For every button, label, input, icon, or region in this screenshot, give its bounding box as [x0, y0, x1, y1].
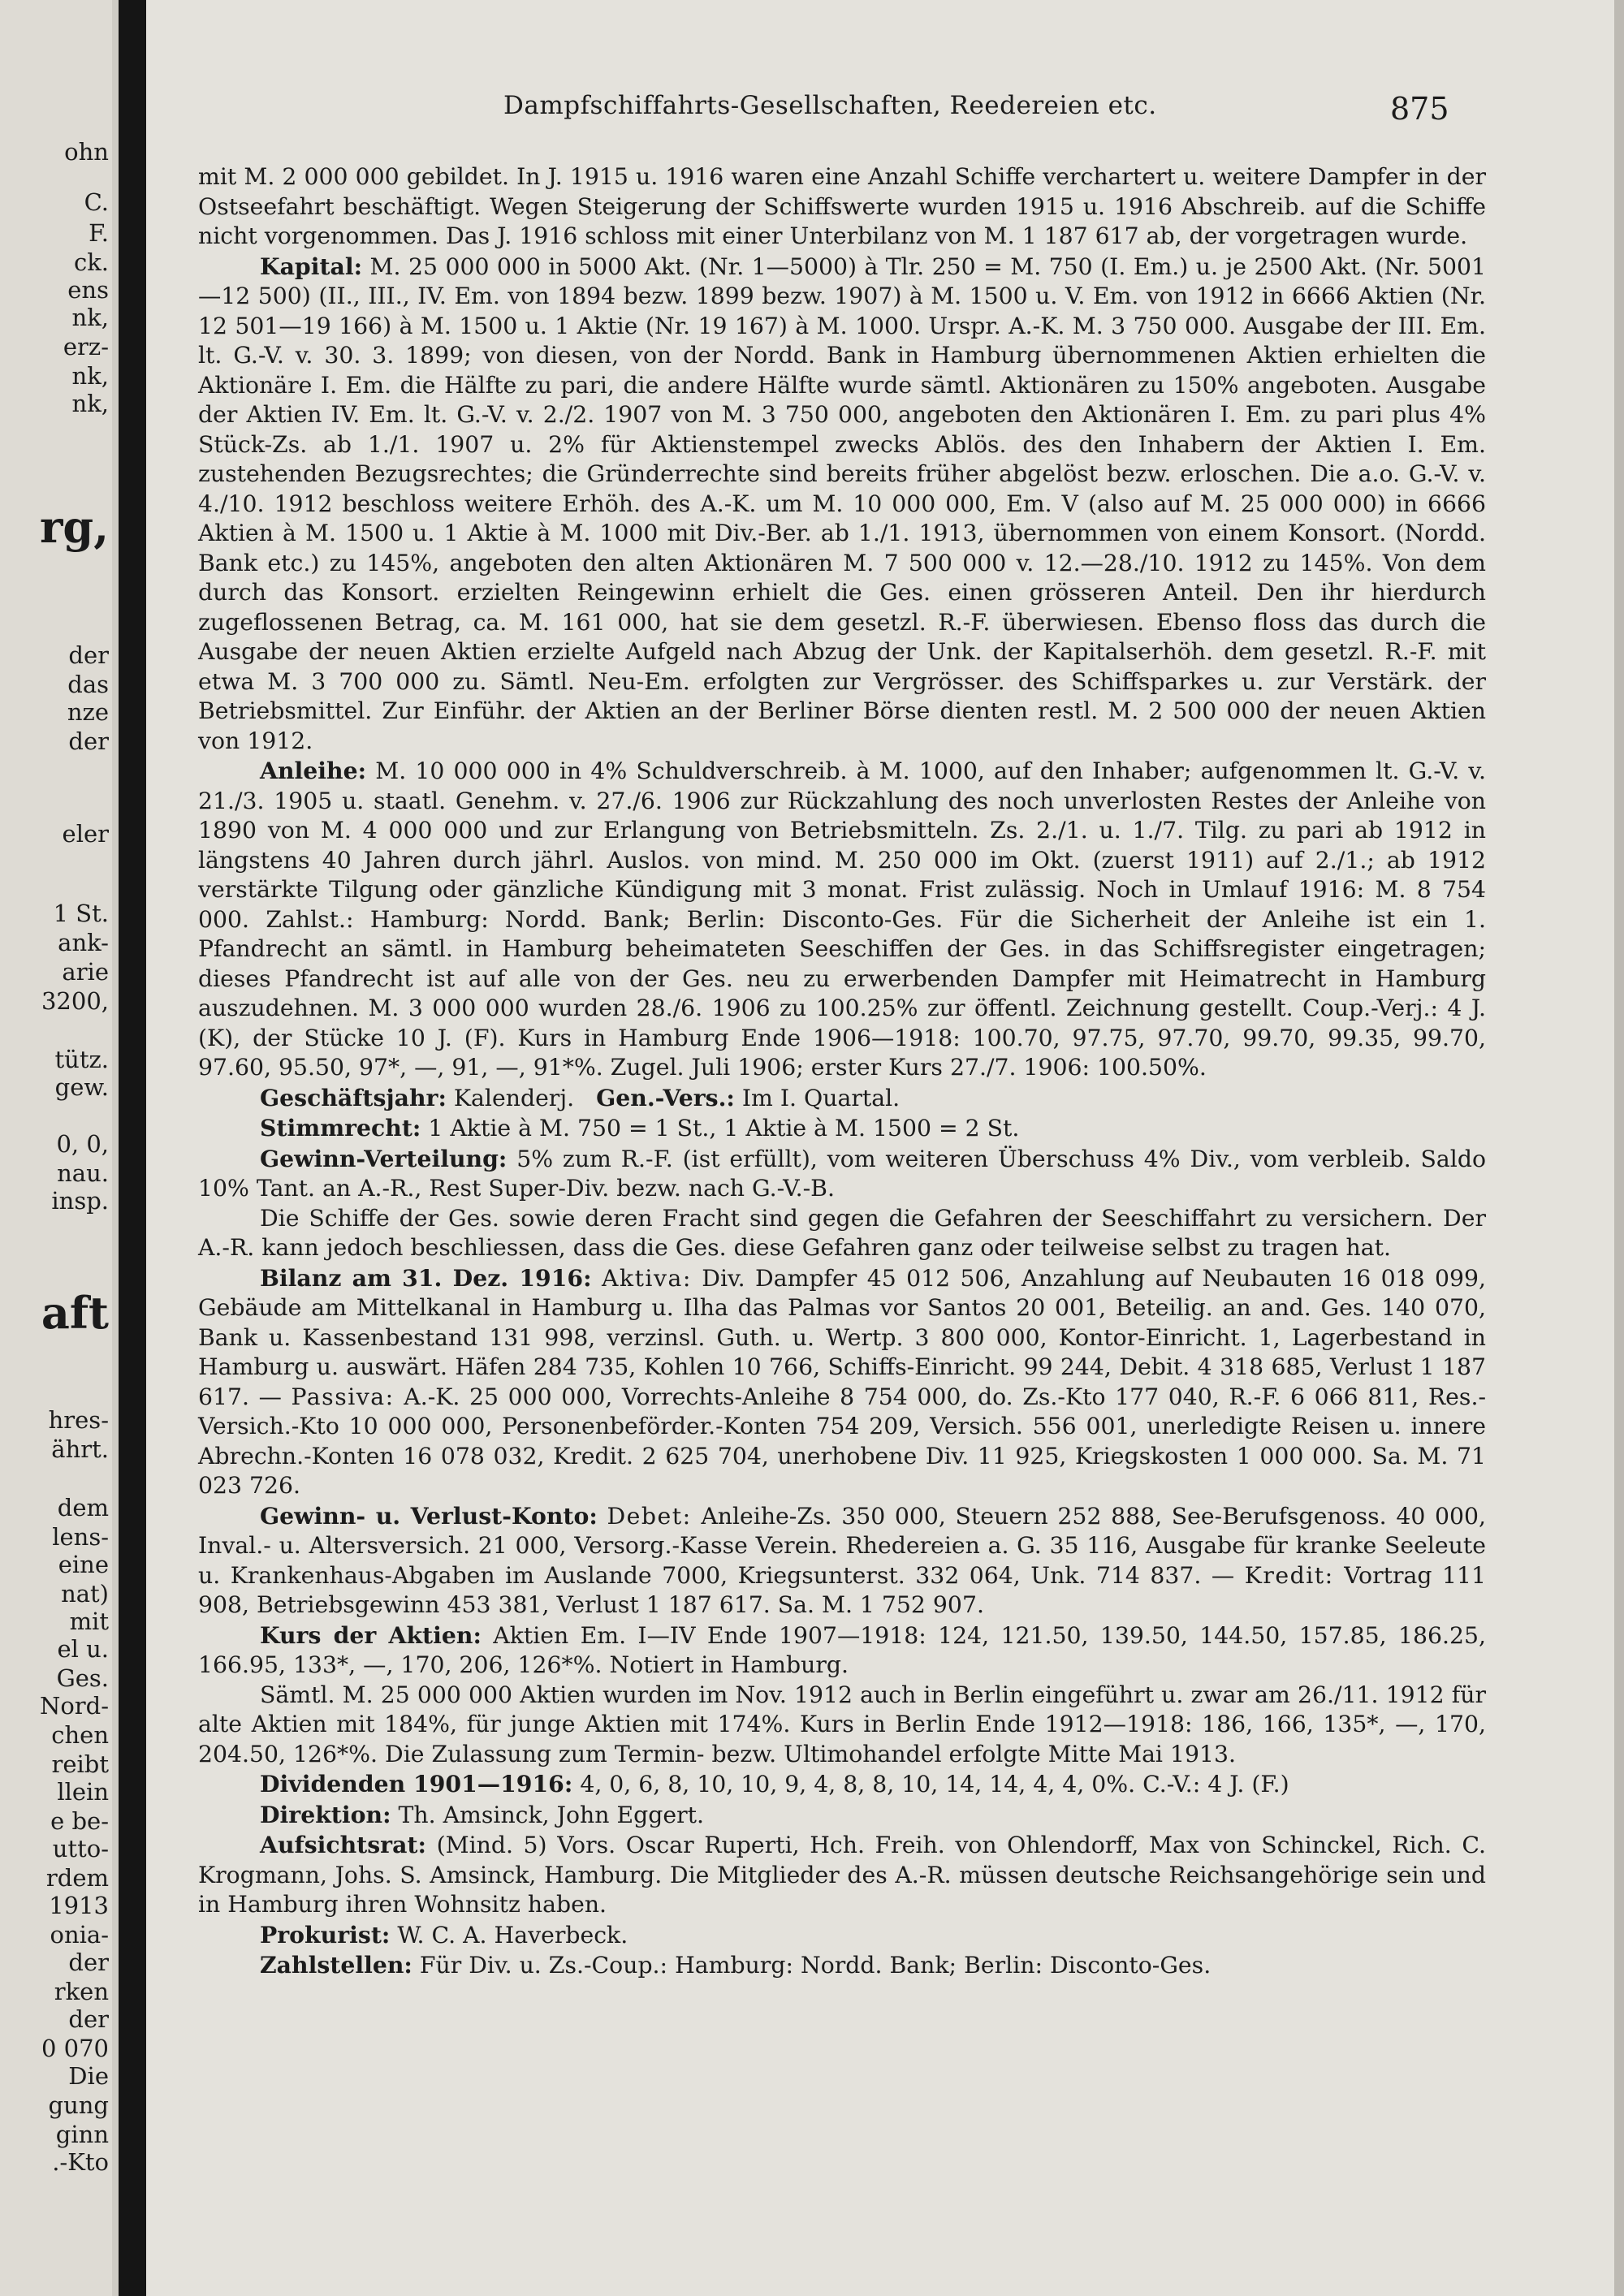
prev-page-text-fragment: ohn — [64, 138, 109, 166]
zahlstellen-label: Zahlstellen: — [260, 1951, 412, 1979]
prev-page-text-fragment: der — [68, 641, 109, 669]
zahlstellen-text: Für Div. u. Zs.-Coup.: Hamburg: Nordd. Bank; Berlin: Disconto-Ges. — [419, 1952, 1212, 1979]
prev-page-text-fragment: llein — [57, 1778, 109, 1806]
prev-page-text-fragment: der — [68, 1949, 109, 1976]
anleihe-section — [198, 756, 1486, 1083]
main-text — [198, 162, 1486, 1981]
prev-page-text-fragment: insp. — [51, 1187, 109, 1215]
debet-text: Anleihe-Zs. 350 000, Steuern 252 888, See-Berufsgenoss. 40 000, Inval.- u. Altersversich. 21 000, Versorg.-Kasse Verein. Rhedereien a. G. 35 116, Ausgabe für kranke Seeleute u. Krankenhaus-Abgaben im Auslande 7000, Kriegsunterst. 332 064, Unk. 714 837. — — [198, 1502, 1486, 1589]
prev-page-text-fragment: hres- — [48, 1406, 109, 1434]
prev-page-text-fragment: chen — [51, 1721, 109, 1749]
geschaeftsjahr-label: Geschäftsjahr: — [260, 1083, 447, 1111]
prev-page-text-fragment: onia- — [50, 1921, 109, 1949]
anleihe-label: Anleihe: — [260, 757, 367, 784]
prev-page-text-fragment: e be- — [50, 1807, 109, 1835]
stimmrecht-label: Stimmrecht: — [260, 1114, 421, 1142]
prev-page-text-fragment: nau. — [57, 1159, 109, 1187]
prev-page-text-fragment: 1913 — [49, 1892, 109, 1919]
prev-page-text-fragment: erz- — [63, 333, 109, 360]
prev-page-text-fragment: F. — [89, 219, 109, 247]
bilanz-label: Bilanz am 31. Dez. 1916: — [260, 1263, 592, 1292]
prokurist-label: Prokurist: — [260, 1920, 391, 1949]
prev-page-text-fragment: reibt — [51, 1750, 109, 1778]
prev-page-text-fragment: 0 070 — [41, 2035, 109, 2062]
gewinnverteilung-section — [198, 1144, 1486, 1204]
direktion-text: Th. Amsinck, John Eggert. — [398, 1801, 705, 1828]
bilanz-section — [198, 1263, 1486, 1501]
prev-page-text-fragment: ens — [67, 276, 109, 304]
gewinnverteilung-note: Die Schiffe der Ges. sowie deren Fracht sind gegen die Gefahren der Seeschiffahrt zu versichern. Der A.-R. kann jedoch beschliessen, dass die Ges. diese Gefahren ganz oder teilweise selbst zu tragen hat. — [198, 1204, 1486, 1261]
prev-page-text-fragment: rg, — [39, 501, 109, 553]
page-edge — [1614, 0, 1624, 2296]
passiva-text: A.-K. 25 000 000, Vorrechts-Anleihe 8 754 000, do. Zs.-Kto 177 040, R.-F. 6 066 811, Res.-Versich.-Kto 10 000 000, Personenbeförder.-Konten 754 209, Versich. 556 001, unerledigte Reisen u. innere Abrechn.-Konten 16 078 032, Kredit. 2 625 704, unerhobene Div. 11 925, Kriegskosten 1 000 000. Sa. M. 71 023 726. — [198, 1383, 1487, 1499]
gewinnverteilung-label: Gewinn-Verteilung: — [260, 1144, 508, 1172]
prev-page-text-fragment: rken — [54, 1978, 109, 2005]
direktion-section — [198, 1800, 1486, 1831]
kurs-label: Kurs der Aktien: — [260, 1621, 482, 1649]
prev-page-text-fragment: ank- — [58, 929, 109, 956]
dividenden-text: 4, 0, 6, 8, 10, 10, 9, 4, 8, 8, 10, 14, 14, 4, 4, 0%. C.-V.: 4 J. (F.) — [580, 1771, 1289, 1798]
prev-page-text-fragment: 3200, — [41, 987, 109, 1015]
kapital-label: Kapital: — [260, 252, 363, 280]
prev-page-text-fragment: das — [67, 671, 109, 698]
prev-page-text-fragment: eine — [58, 1551, 109, 1578]
prokurist-text: W. C. A. Haverbeck. — [397, 1921, 628, 1949]
prev-page-text-fragment: nk, — [71, 362, 109, 390]
aufsichtsrat-label: Aufsichtsrat: — [260, 1831, 426, 1858]
prev-page-text-fragment: utto- — [52, 1835, 109, 1862]
stimmrecht-text: 1 Aktie à M. 750 = 1 St., 1 Aktie à M. 1500 = 2 St. — [428, 1115, 1020, 1142]
running-head: Dampfschiffahrts-Gesellschaften, Reedereien etc. — [503, 91, 1157, 120]
prev-page-text-fragment: dem — [57, 1494, 109, 1521]
book-gutter — [119, 0, 146, 2296]
zahlstellen-section — [198, 1950, 1486, 1981]
geschaeftsjahr-section — [198, 1083, 1486, 1114]
prev-page-text-fragment: gew. — [54, 1073, 109, 1101]
prev-page-text-fragment: lens- — [52, 1523, 109, 1551]
gen-vers-text: Im I. Quartal. — [741, 1084, 901, 1111]
intro-paragraph: mit M. 2 000 000 gebildet. In J. 1915 u. 1916 waren eine Anzahl Schiffe verchartert u. weitere Dampfer in der Ostseefahrt beschäftigt. Wegen Steigerung der Schiffswerte wurden 1915 u. 1916 Abschreib. auf die Schiffe nicht vorgenommen. Das J. 1916 schloss mit einer Unterbilanz von M. 1 187 617 ab, der vorgetragen wurde. — [198, 163, 1486, 249]
prev-page-text-fragment: tütz. — [54, 1046, 109, 1073]
prev-page-text-fragment: nat) — [61, 1580, 109, 1608]
prev-page-text-fragment: nk, — [71, 390, 109, 417]
kurs-text: Aktien Em. I—IV Ende 1907—1918: 124, 121.50, 139.50, 144.50, 157.85, 186.25, 166.95, 133*, —, 170, 206, 126*%. Notiert in Hamburg. — [198, 1621, 1486, 1678]
direktion-label: Direktion: — [260, 1800, 391, 1828]
prev-page-text-fragment: el u. — [57, 1635, 109, 1663]
prev-page-text-fragment: rdem — [45, 1864, 109, 1892]
dividenden-label: Dividenden 1901—1916: — [260, 1770, 573, 1798]
gen-vers-label: Gen.-Vers.: — [596, 1083, 735, 1111]
prev-page-text-fragment: gung — [48, 2091, 109, 2119]
kurs-section — [198, 1621, 1486, 1681]
anleihe-text: M. 10 000 000 in 4% Schuldverschreib. à M. 1000, auf den Inhaber; aufgenommen lt. G.-V. v. 21./3. 1905 u. staatl. Genehm. v. 27./6. 1906 zur Rückzahlung des noch unverlosten Restes der Anleihe von 1890 von M. 4 000 000 und zur Erlangung von Betriebsmitteln. Zs. 2./1. u. 1./7. Tilg. zu pari ab 1912 in längstens 40 Jahren durch jährl. Auslos. von mind. M. 250 000 im Okt. (zuerst 1911) auf 2./1.; ab 1912 verstärkte Tilgung oder gänzliche Kündigung mit 3 monat. Frist zulässig. Noch in Umlauf 1916: M. 8 754 000. Zahlst.: Hamburg: Nordd. Bank; Berlin: Disconto-Ges. Für die Sicherheit der Anleihe ist ein 1. Pfandrecht an sämtl. in Hamburg beheimateten Seeschiffen der Ges. in das Schiffsregister eingetragen; dieses Pfandrecht ist auf alle von der Ges. neu zu erwerbenden Dampfer mit Heimatrecht in Hamburg auszudehnen. M. 3 000 000 wurden 28./6. 1906 zu 100.25% zur öffentl. Zeichnung gestellt. Coup.-Verj.: 4 J. (K), der Stücke 10 J. (F). Kurs in Hamburg Ende 1906—1918: 100.70, 97.75, 97.70, 99.70, 99.35, 99.70, 97.60, 95.50, 97*, —, 91, —, 91*%. Zugel. Juli 1906; erster Kurs 27./7. 1906: 100.50%. — [198, 757, 1487, 1081]
prev-page-text-fragment: 1 St. — [53, 900, 109, 927]
prev-page-text-fragment: nze — [67, 698, 109, 726]
kredit-label: Kredit: — [1244, 1561, 1334, 1589]
debet-label: Debet: — [607, 1502, 692, 1530]
geschaeftsjahr-text: Kalenderj. — [453, 1084, 575, 1111]
prev-page-text-fragment: ginn — [55, 2121, 109, 2148]
prev-page-text-fragment: eler — [62, 820, 109, 848]
prev-page-text-fragment: .-Kto — [52, 2148, 109, 2176]
prev-page-text-fragment: Ges. — [56, 1664, 109, 1692]
prev-page-text-fragment: 0, 0, — [56, 1130, 109, 1158]
stimmrecht-section — [198, 1113, 1486, 1144]
page-number: 875 — [1390, 91, 1449, 127]
guv-section — [198, 1501, 1486, 1621]
prokurist-section — [198, 1920, 1486, 1951]
prev-page-text-fragment: der — [68, 2005, 109, 2033]
aktiva-text: Div. Dampfer 45 012 506, Anzahlung auf Neubauten 16 018 099, Gebäude am Mittelkanal in Hamburg u. Ilha das Palmas vor Santos 20 001, Beteilig. an and. Ges. 140 070, Bank u. Kassenbestand 131 998, verzinsl. Guth. u. Wertp. 3 800 000, Kontor-Einricht. 1, Lagerbestand in Hamburg u. auswärt. Häfen 284 735, Kohlen 10 766, Schiffs-Einricht. 99 244, Debit. 4 318 685, Verlust 1 187 617. — — [198, 1264, 1487, 1410]
prev-page-text-fragment: ck. — [73, 248, 109, 276]
prev-page-text-fragment: ährt. — [51, 1435, 109, 1463]
kredit-text: Vortrag 111 908, Betriebsgewinn 453 381, Verlust 1 187 617. Sa. M. 1 752 907. — [198, 1561, 1486, 1618]
kapital-text: M. 25 000 000 in 5000 Akt. (Nr. 1—5000) à Tlr. 250 = M. 750 (I. Em.) u. je 2500 Akt. (Nr. 5001—12 500) (II., III., IV. Em. von 1894 bezw. 1899 bezw. 1907) à M. 1500 u. V. Em. von 1912 in 6666 Aktien (Nr. 12 501—19 166) à M. 1500 u. 1 Aktie (Nr. 19 167) à M. 1000. Urspr. A.-K. M. 3 750 000. Ausgabe der III. Em. lt. G.-V. v. 30. 3. 1899; von diesen, von der Nordd. Bank in Hamburg übernommenen Aktien erhielten die Aktionäre I. Em. die Hälfte zu pari, die andere Hälfte wurde sämtl. Aktionären zu 150% angeboten. Ausgabe der Aktien IV. Em. lt. G.-V. v. 2./2. 1907 von M. 3 750 000, angeboten den Aktionären I. Em. zu pari plus 4% Stück-Zs. ab 1./1. 1907 u. 2% für Aktienstempel zwecks Ablös. des den Inhabern der Aktien I. Em. zustehenden Bezugsrechtes; die Gründerrechte sind bereits früher abgelöst bezw. erloschen. Die a.o. G.-V. v. 4./10. 1912 beschloss weitere Erhöh. des A.-K. um M. 10 000 000, Em. V (also auf M. 25 000 000) in 6666 Aktien à M. 1500 u. 1 Aktie à M. 1000 mit Div.-Ber. ab 1./1. 1913, übernommen von einem Konsort. (Nordd. Bank etc.) zu 145%, angeboten den alten Aktionären M. 7 500 000 v. 12.—28./10. 1912 zu 145%. Von dem durch das Konsort. erzielten Reingewinn erhielt die Ges. einen grösseren Anteil. Den ihr hierdurch zugeflossenen Betrag, ca. M. 161 000, hat sie dem gesetzl. R.-F. überwiesen. Ebenso floss das durch die Ausgabe der neuen Aktien erzielte Aufgeld nach Abzug der Unk. der Kapitalserhöh. dem gesetzl. R.-F. mit etwa M. 3 700 000 zu. Sämtl. Neu-Em. erfolgten zur Vergrösser. des Schiffsparkes u. zur Verstärk. der Betriebsmittel. Zur Einführ. der Aktien an der Berliner Börse dienten restl. M. 2 500 000 der neuen Aktien von 1912. — [198, 252, 1487, 754]
prev-page-text-fragment: der — [68, 727, 109, 755]
prev-page-text-fragment: C. — [84, 188, 109, 216]
aktiva-label: Aktiva: — [601, 1264, 692, 1292]
prev-page-text-fragment: arie — [62, 958, 109, 986]
prev-page-text-fragment: Die — [68, 2062, 109, 2090]
guv-label: Gewinn- u. Verlust-Konto: — [260, 1501, 598, 1530]
gewinnverteilung-text: 5% zum R.-F. (ist erfüllt), vom weiteren Überschuss 4% Div., vom verbleib. Saldo 10% Tant. an A.-R., Rest Super-Div. bezw. nach G.-V.-B. — [198, 1145, 1486, 1202]
prev-page-text-fragment: Nord- — [39, 1692, 109, 1720]
previous-page-fragment — [0, 0, 112, 2296]
aufsichtsrat-text: (Mind. 5) Vors. Oscar Ruperti, Hch. Freih. von Ohlendorff, Max von Schinckel, Rich. C. Krogmann, Johs. S. Amsinck, Hamburg. Die Mitglieder des A.-R. müssen deutsche Reichsangehörige sein und in Hamburg ihren Wohnsitz haben. — [198, 1832, 1486, 1918]
passiva-label: Passiva: — [291, 1383, 395, 1410]
aufsichtsrat-section — [198, 1830, 1486, 1920]
prev-page-text-fragment: aft — [41, 1287, 109, 1339]
kurs-note: Sämtl. M. 25 000 000 Aktien wurden im Nov. 1912 auch in Berlin eingeführt u. zwar am 26./11. 1912 für alte Aktien mit 184%, für junge Aktien mit 174%. Kurs in Berlin Ende 1912—1918: 186, 166, 135*, —, 170, 204.50, 126*%. Die Zulassung zum Termin- bezw. Ultimohandel erfolgte Mitte Mai 1913. — [198, 1681, 1486, 1767]
dividenden-section — [198, 1769, 1486, 1800]
kapital-section — [198, 252, 1486, 757]
prev-page-text-fragment: nk, — [71, 304, 109, 331]
prev-page-text-fragment: mit — [69, 1608, 109, 1635]
